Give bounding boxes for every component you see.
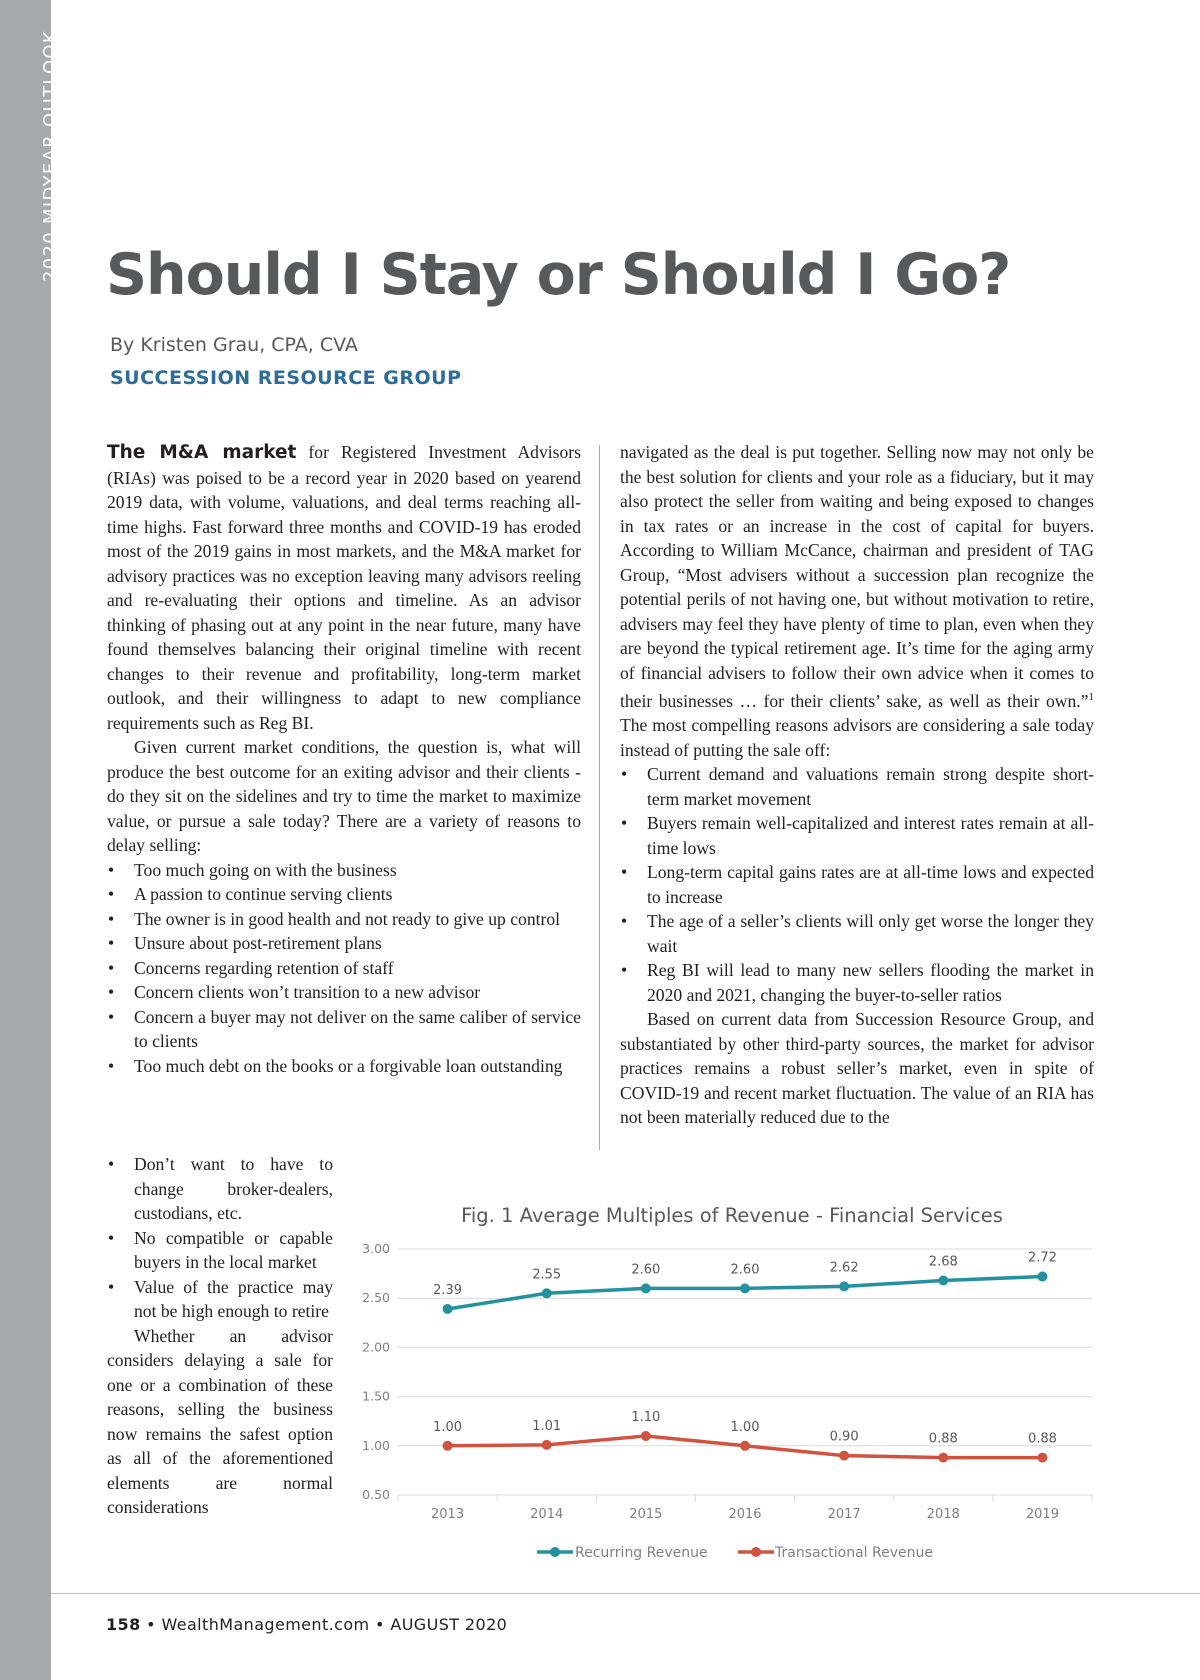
list-item-text: Concern clients won’t transition to a new advisor	[134, 982, 481, 1002]
data-point	[1037, 1272, 1047, 1282]
data-point	[641, 1283, 651, 1293]
data-label: 1.00	[433, 1419, 463, 1435]
x-tick-label: 2017	[827, 1507, 861, 1522]
list-item	[107, 1152, 333, 1226]
multiples-chart	[355, 1196, 1100, 1576]
footer-site: WealthManagement.com	[161, 1615, 370, 1634]
data-label: 2.60	[730, 1262, 760, 1278]
y-tick-label: 2.50	[362, 1290, 390, 1306]
sale-reasons-list	[620, 762, 1094, 1007]
bullet-icon: •	[108, 859, 115, 880]
bullet-icon: •	[108, 908, 115, 929]
data-label: 1.10	[631, 1409, 661, 1425]
bullet-icon: •	[108, 1227, 115, 1248]
list-item	[107, 1275, 333, 1324]
footer-rule	[51, 1593, 1200, 1594]
bullet-icon: •	[621, 911, 628, 932]
page-number: 158	[106, 1615, 141, 1634]
data-point	[839, 1451, 849, 1461]
data-label: 0.88	[1027, 1431, 1057, 1447]
list-item-text: Long-term capital gains rates are at all-time lows and expected to increase	[647, 862, 1094, 907]
paragraph-question: Given current market conditions, the question is, what will produce the best outcome for an exiting advisor and their clients - do they sit on the sidelines and try to time the market to maximize value, or pursue a sale today? There are a variety of reasons to delay selling:	[107, 737, 581, 855]
left-column	[107, 440, 581, 1078]
data-point	[938, 1275, 948, 1285]
data-point	[443, 1304, 453, 1314]
footer	[106, 1615, 507, 1634]
list-item	[620, 762, 1094, 811]
list-item	[107, 931, 581, 956]
legend-label: Transactional Revenue	[775, 1545, 933, 1561]
lead-in: The M&A market	[107, 442, 297, 463]
data-point	[938, 1453, 948, 1463]
list-item-text: The age of a seller’s clients will only get worse the longer they wait	[647, 911, 1094, 956]
quote-text: navigated as the deal is put together. Selling now may not only be the best solution for clients and your role as a fiduciary, but it may also protect the seller from waiting and being exposed to changes in tax rates or an increase in the cost of capital for buyers. According to William McCance, chairman and president of TAG Group, “Most advisers without a succession plan recognize the potential perils of not having one, but without motivation to retire, advisers may feel they have plenty of time to plan, even when they are beyond the typical retirement age. It’s time for the aging army of financial advisers to follow their own advice when it comes to their businesses … for their clients’ sake, as well as their own.”	[620, 442, 1094, 711]
bullet-icon: •	[621, 960, 628, 981]
left-narrow-column	[107, 1152, 333, 1520]
bullet-icon: •	[108, 1276, 115, 1297]
list-item	[107, 956, 581, 981]
data-point	[740, 1441, 750, 1451]
paragraph-conclusion: Whether an advisor considers delaying a sale for one or a combination of these reasons, selling the business now remains the safest option as all of the aforementioned elements are normal considerations	[107, 1325, 333, 1517]
x-tick-label: 2018	[926, 1507, 960, 1522]
data-label: 1.01	[532, 1418, 562, 1434]
bullet-icon: •	[621, 764, 628, 785]
footer-separator-2: •	[375, 1615, 385, 1634]
list-item-text: Value of the practice may not be high enough to retire	[134, 1276, 333, 1321]
data-label: 2.55	[532, 1267, 562, 1283]
list-item	[620, 909, 1094, 958]
bullet-icon: •	[621, 862, 628, 883]
chart-title: Fig. 1 Average Multiples of Revenue - Financial Services	[461, 1204, 1003, 1227]
list-item-text: Current demand and valuations remain strong despite short-term market movement	[647, 764, 1094, 809]
list-item-text: No compatible or capable buyers in the local market	[134, 1227, 333, 1272]
data-label: 0.90	[829, 1429, 859, 1445]
list-item	[107, 858, 581, 883]
data-point	[839, 1281, 849, 1291]
column-divider	[599, 445, 600, 1150]
legend-marker	[751, 1547, 761, 1557]
footer-issue: AUGUST 2020	[390, 1615, 508, 1634]
data-label: 0.88	[928, 1431, 958, 1447]
list-item	[107, 1005, 581, 1054]
list-item-text: The owner is in good health and not ready to give up control	[134, 908, 561, 929]
chart-canvas	[355, 1196, 1100, 1576]
data-point	[1037, 1453, 1047, 1463]
list-item	[107, 907, 581, 932]
delay-reasons-list-continued	[107, 1152, 333, 1324]
x-tick-label: 2013	[431, 1507, 465, 1522]
bullet-icon: •	[108, 884, 115, 904]
paragraph-continued	[620, 440, 1094, 762]
bullet-icon: •	[108, 982, 115, 1002]
data-label: 2.60	[631, 1262, 661, 1278]
y-tick-label: 1.00	[362, 1437, 390, 1453]
list-item	[620, 811, 1094, 860]
article-title: Should I Stay or Should I Go?	[106, 242, 1011, 308]
data-point	[443, 1441, 453, 1451]
bullet-icon: •	[621, 813, 628, 834]
x-tick-label: 2014	[530, 1507, 564, 1522]
list-item	[107, 1054, 581, 1079]
list-item-text: Don’t want to have to change broker-dealers, custodians, etc.	[134, 1154, 333, 1223]
data-label: 2.39	[433, 1283, 463, 1299]
paragraph-intro	[107, 440, 581, 735]
bullet-icon: •	[108, 957, 115, 978]
x-tick-label: 2016	[728, 1507, 762, 1522]
y-tick-label: 0.50	[362, 1487, 390, 1502]
delay-reasons-list	[107, 858, 581, 1079]
list-item-text: Too much going on with the business	[134, 859, 397, 880]
list-item-text: Unsure about post-retirement plans	[134, 933, 382, 953]
list-item-text: Buyers remain well-capitalized and interest rates remain at all-time lows	[647, 813, 1094, 858]
x-tick-label: 2019	[1025, 1507, 1059, 1522]
data-label: 2.72	[1027, 1250, 1057, 1266]
author-organization: SUCCESSION RESOURCE GROUP	[110, 367, 462, 389]
footer-separator: •	[146, 1615, 156, 1634]
list-item-text: A passion to continue serving clients	[134, 884, 393, 904]
data-point	[542, 1288, 552, 1298]
legend-label: Recurring Revenue	[575, 1545, 708, 1561]
list-item-text: Reg BI will lead to many new sellers flooding the market in 2020 and 2021, changing the buyer-to-seller ratios	[647, 960, 1094, 1005]
y-tick-label: 1.50	[362, 1388, 390, 1404]
bullet-icon: •	[108, 1006, 115, 1027]
byline: By Kristen Grau, CPA, CVA	[110, 334, 358, 356]
list-item	[107, 882, 581, 907]
data-label: 2.62	[829, 1260, 859, 1276]
y-tick-label: 3.00	[362, 1241, 390, 1256]
list-item	[107, 980, 581, 1005]
data-label: 1.00	[730, 1419, 760, 1435]
data-point	[542, 1440, 552, 1450]
list-item-text: Too much debt on the books or a forgivable loan outstanding	[134, 1055, 563, 1076]
data-point	[740, 1283, 750, 1293]
bullet-icon: •	[108, 1154, 115, 1174]
list-item-text: Concern a buyer may not deliver on the same caliber of service to clients	[134, 1006, 581, 1051]
right-column	[620, 440, 1094, 1130]
list-item	[620, 860, 1094, 909]
y-tick-label: 2.00	[362, 1339, 390, 1355]
footnote-marker: 1	[1088, 691, 1094, 703]
sidebar-band	[0, 0, 61, 1680]
data-label: 2.68	[928, 1254, 958, 1270]
bullet-icon: •	[108, 933, 115, 953]
data-point	[641, 1431, 651, 1441]
section-label: 2020 MIDYEAR OUTLOOK	[40, 30, 61, 283]
legend-marker	[550, 1547, 560, 1557]
list-item-text: Concerns regarding retention of staff	[134, 957, 394, 978]
quote-text-end: The most compelling reasons advisors are considering a sale today instead of putting the sale off:	[620, 715, 1094, 760]
x-tick-label: 2015	[629, 1507, 663, 1522]
intro-text: for Registered Investment Advisors (RIAs) was poised to be a record year in 2020 based on yearend 2019 data, with volume, valuations, and deal terms reaching all-time highs. Fast forward three months and COVID-19 has eroded most of the 2019 gains in most markets, and the M&A market for advisory practices was no exception leaving many advisors reeling and re-evaluating their options and timeline. As an advisor thinking of phasing out at any point in the near future, many have found themselves balancing their original timeline with recent changes to their revenue and profitability, long-term market outlook, and their willingness to adapt to new compliance requirements such as Reg BI.	[107, 442, 581, 733]
list-item	[620, 958, 1094, 1007]
paragraph-market: Based on current data from Succession Resource Group, and substantiated by other third-party sources, the market for advisor practices remains a robust seller’s market, even in spite of COVID-19 and recent market fluctuation. The value of an RIA has not been materially reduced due to the	[620, 1009, 1094, 1128]
bullet-icon: •	[108, 1055, 115, 1076]
list-item	[107, 1226, 333, 1275]
